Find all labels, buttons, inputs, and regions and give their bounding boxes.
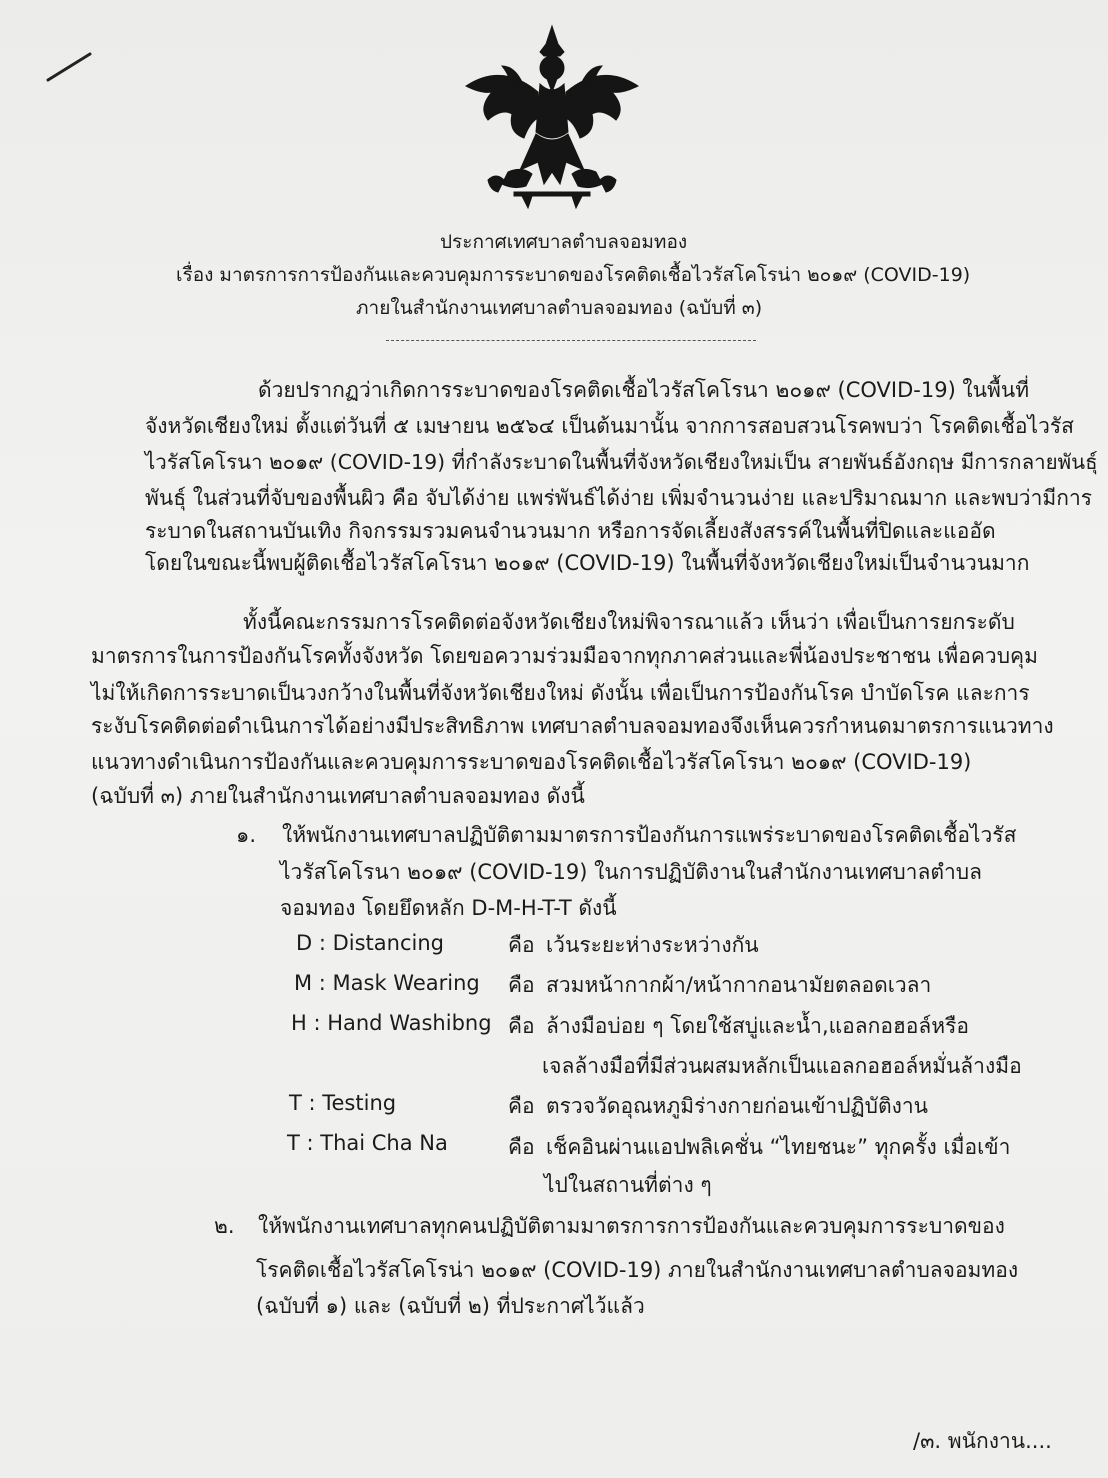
measure-code: T : Thai Cha Na <box>287 1131 448 1155</box>
measure-desc: เว้นระยะห่างระหว่างกัน <box>546 933 759 957</box>
paragraph-line: แนวทางดำเนินการป้องกันและควบคุมการระบาดของโรคติดเชื้อไวรัสโคโรนา ๒๐๑๙ (COVID-19) <box>91 750 972 774</box>
item-line: ให้พนักงานเทศบาลปฏิบัติตามมาตรการป้องกันการแพร่ระบาดของโรคติดเชื้อไวรัส <box>282 823 1017 847</box>
paragraph-line: พันธุ์ ในส่วนที่จับของพื้นผิว คือ จับได้ง่าย แพร่พันธ์ได้ง่าย เพิ่มจำนวนง่าย และปริมาณมาก และพบว่ามีการ <box>145 486 1093 510</box>
garuda-emblem-icon <box>452 22 652 222</box>
paragraph-line: ทั้งนี้คณะกรรมการโรคติดต่อจังหวัดเชียงใหม่พิจารณาแล้ว เห็นว่า เพื่อเป็นการยกระดับ <box>243 610 1015 634</box>
paragraph-line: ไวรัสโคโรนา ๒๐๑๙ (COVID-19) ที่กำลังระบาดในพื้นที่จังหวัดเชียงใหม่เป็น สายพันธ์อังกฤษ มีการกลายพันธุ์ <box>145 450 1098 474</box>
item-line: จอมทอง โดยยึดหลัก D-M-H-T-T ดังนี้ <box>280 896 617 920</box>
measure-desc: ล้างมือบ่อย ๆ โดยใช้สบู่และน้ำ,แอลกอฮอล์หรือ <box>546 1014 970 1038</box>
pen-mark <box>40 48 100 88</box>
document-title: ประกาศเทศบาลตำบลจอมทอง <box>440 231 688 253</box>
measure-desc: ตรวจวัดอุณหภูมิร่างกายก่อนเข้าปฏิบัติงาน <box>546 1094 929 1118</box>
document-subject: เรื่อง มาตรการการป้องกันและควบคุมการระบาดของโรคติดเชื้อไวรัสโคโรน่า ๒๐๑๙ (COVID-19) <box>176 264 971 286</box>
measure-code: M : Mask Wearing <box>294 971 480 995</box>
paragraph-line: ไม่ให้เกิดการระบาดเป็นวงกว้างในพื้นที่จังหวัดเชียงใหม่ ดังนั้น เพื่อเป็นการป้องกันโรค บำบัดโรค และการ <box>91 681 1030 705</box>
measure-is-label: คือ <box>508 933 535 957</box>
paragraph-line: ระบาดในสถานบันเทิง กิจกรรมรวมคนจำนวนมาก หรือการจัดเลี้ยงสังสรรค์ในพื้นที่ปิดและแออัด <box>145 519 996 543</box>
paragraph-line: มาตรการในการป้องกันโรคทั้งจังหวัด โดยขอความร่วมมือจากทุกภาคส่วนและพี่น้องประชาชน เพื่อควบคุม <box>91 644 1038 668</box>
continuation-footer: /๓. พนักงาน.... <box>913 1429 1052 1453</box>
measure-code: H : Hand Washibng <box>291 1011 492 1035</box>
item-number: ๒. <box>214 1214 235 1238</box>
item-number: ๑. <box>236 823 257 847</box>
paragraph-line: ด้วยปรากฏว่าเกิดการระบาดของโรคติดเชื้อไวรัสโคโรนา ๒๐๑๙ (COVID-19) ในพื้นที่ <box>258 378 1030 402</box>
measure-is-label: คือ <box>508 973 535 997</box>
item-line: (ฉบับที่ ๑) และ (ฉบับที่ ๒) ที่ประกาศไว้แล้ว <box>256 1294 645 1318</box>
measure-is-label: คือ <box>508 1014 535 1038</box>
measure-desc: สวมหน้ากากผ้า/หน้ากากอนามัยตลอดเวลา <box>546 973 932 997</box>
paragraph-line: จังหวัดเชียงใหม่ ตั้งแต่วันที่ ๕ เมษายน ๒๕๖๔ เป็นต้นมานั้น จากการสอบสวนโรคพบว่า โรคติดเชื้อไวรัส <box>145 414 1074 438</box>
item-line: โรคติดเชื้อไวรัสโคโรน่า ๒๐๑๙ (COVID-19) ภายในสำนักงานเทศบาลตำบลจอมทอง <box>256 1258 1019 1282</box>
measure-is-label: คือ <box>508 1135 535 1159</box>
document-subject-line2: ภายในสำนักงานเทศบาลตำบลจอมทอง (ฉบับที่ ๓) <box>356 297 763 319</box>
measure-desc-cont: เจลล้างมือที่มีส่วนผสมหลักเป็นแอลกอฮอล์หมั่นล้างมือ <box>542 1054 1022 1078</box>
measure-is-label: คือ <box>508 1094 535 1118</box>
item-line: ให้พนักงานเทศบาลทุกคนปฏิบัติตามมาตรการการป้องกันและควบคุมการระบาดของ <box>258 1214 1005 1238</box>
paragraph-line: (ฉบับที่ ๓) ภายในสำนักงานเทศบาลตำบลจอมทอง ดังนี้ <box>91 784 585 808</box>
measure-code: D : Distancing <box>296 931 444 955</box>
measure-code: T : Testing <box>289 1091 397 1115</box>
measure-desc: เช็คอินผ่านแอปพลิเคชั่น “ไทยชนะ” ทุกครั้ง เมื่อเข้า <box>546 1135 1011 1159</box>
measure-desc-cont: ไปในสถานที่ต่าง ๆ <box>544 1173 712 1197</box>
divider <box>386 340 756 341</box>
paragraph-line: โดยในขณะนี้พบผู้ติดเชื้อไวรัสโคโรนา ๒๐๑๙ (COVID-19) ในพื้นที่จังหวัดเชียงใหม่เป็นจำนวนมาก <box>145 551 1030 575</box>
item-line: ไวรัสโคโรนา ๒๐๑๙ (COVID-19) ในการปฏิบัติงานในสำนักงานเทศบาลตำบล <box>280 860 982 884</box>
paragraph-line: ระงับโรคติดต่อดำเนินการได้อย่างมีประสิทธิภาพ เทศบาลตำบลจอมทองจึงเห็นควรกำหนดมาตรการแนวทาง <box>91 714 1054 738</box>
